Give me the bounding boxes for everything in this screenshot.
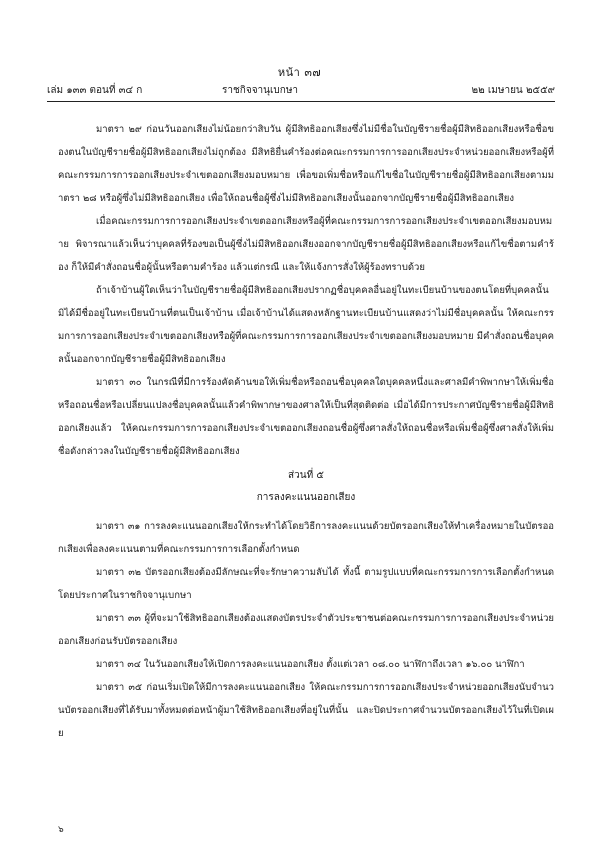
document-body [58,118,554,745]
gazette-header [47,83,555,99]
paragraph: ถ้าเจ้าบ้านผู้ใดเห็นว่าในบัญชีรายชื่อผู้มีสิทธิออกเสียงปรากฏชื่อบุคคลอื่นอยู่ในทะเบียนบ้านของตนโดยที่บุคคลนั้นมิได้มีชื่ออยู่ในทะเบียนบ้านที่ตนเป็นเจ้าบ้าน เมื่อเจ้าบ้านได้แสดงหลักฐานทะเบียนบ้านแสดงว่าไม่มีชื่อบุคคลนั้น ให้คณะกรรมการการออกเสียงประจำเขตออกเสียงหรือผู้ที่คณะกรรมการการออกเสียงประจำเขตออกเสียงมอบหมาย มีคำสั่งถอนชื่อบุคคลนั้นออกจากบัญชีรายชื่อผู้มีสิทธิออกเสียง [58,285,554,365]
paragraph: มาตรา ๒๙ ก่อนวันออกเสียงไม่น้อยกว่าสิบวัน ผู้มีสิทธิออกเสียงซึ่งไม่มีชื่อในบัญชีรายชื่อผู้มีสิทธิออกเสียงหรือชื่อของตนในบัญชีรายชื่อผู้มีสิทธิออกเสียงไม่ถูกต้อง มีสิทธิยื่นคำร้องต่อคณะกรรมการการออกเสียงประจำหน่วยออกเสียงหรือผู้ที่คณะกรรมการการออกเสียงประจำเขตออกเสียงมอบหมาย เพื่อขอเพิ่มชื่อหรือแก้ไขชื่อในบัญชีรายชื่อผู้มีสิทธิออกเสียงตามมาตรา ๒๘ หรือผู้ซึ่งไม่มีสิทธิออกเสียง เพื่อให้ถอนชื่อผู้ซึ่งไม่มีสิทธิออกเสียงนั้นออกจากบัญชีรายชื่อผู้มีสิทธิออกเสียง [58,124,554,204]
paragraph: มาตรา ๓๕ ก่อนเริ่มเปิดให้มีการลงคะแนนออกเสียง ให้คณะกรรมการการออกเสียงประจำหน่วยออกเสียงนับจำนวนบัตรออกเสียงที่ได้รับมาทั้งหมดต่อหน้าผู้มาใช้สิทธิออกเสียงที่อยู่ในที่นั้น และปิดประกาศจำนวนบัตรออกเสียงไว้ในที่เปิดเผย [58,682,554,739]
paragraph: มาตรา ๓๔ ในวันออกเสียงให้เปิดการลงคะแนนออกเสียง ตั้งแต่เวลา ๐๘.๐๐ นาฬิกาถึงเวลา ๑๖.๐๐ นาฬิกา [96,659,525,670]
paragraph: มาตรา ๓๒ บัตรออกเสียงต้องมีลักษณะที่จะรักษาความลับได้ ทั้งนี้ ตามรูปแบบที่คณะกรรมการการเลือกตั้งกำหนดโดยประกาศในราชกิจจานุเบกษา [58,567,554,601]
volume-label: เล่ม ๑๓๓ ตอนที่ ๓๔ ก [47,85,143,96]
paragraph: มาตรา ๓๑ การลงคะแนนออกเสียงให้กระทำได้โดยวิธีการลงคะแนนด้วยบัตรออกเสียงให้ทำเครื่องหมายในบัตรออกเสียงเพื่อลงคะแนนตามที่คณะกรรมการการเลือกตั้งกำหนด [58,521,554,555]
footer-mark: ๖ [58,825,64,835]
section-name: การลงคะแนนออกเสียง [256,492,356,503]
publication-name: ราชกิจจานุเบกษา [222,85,299,96]
publication-date: ๒๒ เมษายน ๒๕๕๙ [471,85,555,96]
header-rule [47,101,555,102]
paragraph: มาตรา ๓๐ ในกรณีที่มีการร้องคัดค้านขอให้เพิ่มชื่อหรือถอนชื่อบุคคลใดบุคคลหนึ่งและศาลมีคำพิพากษาให้เพิ่มชื่อหรือถอนชื่อหรือเปลี่ยนแปลงชื่อบุคคลนั้นแล้วคำพิพากษาของศาลให้เป็นที่สุดติดต่อ เมื่อได้มีการประกาศบัญชีรายชื่อผู้มีสิทธิออกเสียงแล้ว ให้คณะกรรมการการออกเสียงประจำเขตออกเสียงถอนชื่อผู้ซึ่งศาลสั่งให้ถอนชื่อหรือเพิ่มชื่อผู้ซึ่งศาลสั่งให้เพิ่มชื่อดังกล่าวลงในบัญชีรายชื่อผู้มีสิทธิออกเสียง [58,377,554,457]
section-title: ส่วนที่ ๕ [288,470,324,481]
page-number: หน้า ๓๗ [277,66,322,79]
paragraph: มาตรา ๓๓ ผู้ที่จะมาใช้สิทธิออกเสียงต้องแสดงบัตรประจำตัวประชาชนต่อคณะกรรมการการออกเสียงประจำหน่วยออกเสียงก่อนรับบัตรออกเสียง [58,613,554,647]
paragraph: เมื่อคณะกรรมการการออกเสียงประจำเขตออกเสียงหรือผู้ที่คณะกรรมการการออกเสียงประจำเขตออกเสียงมอบหมาย พิจารณาแล้วเห็นว่าบุคคลที่ร้องขอเป็นผู้ซึ่งไม่มีสิทธิออกเสียงออกจากบัญชีรายชื่อผู้มีสิทธิออกเสียงหรือแก้ไขชื่อตามคำร้อง ก็ให้มีคำสั่งถอนชื่อผู้นั้นหรือตามคำร้อง แล้วแต่กรณี และให้แจ้งการสั่งให้ผู้ร้องทราบด้วย [58,216,554,273]
